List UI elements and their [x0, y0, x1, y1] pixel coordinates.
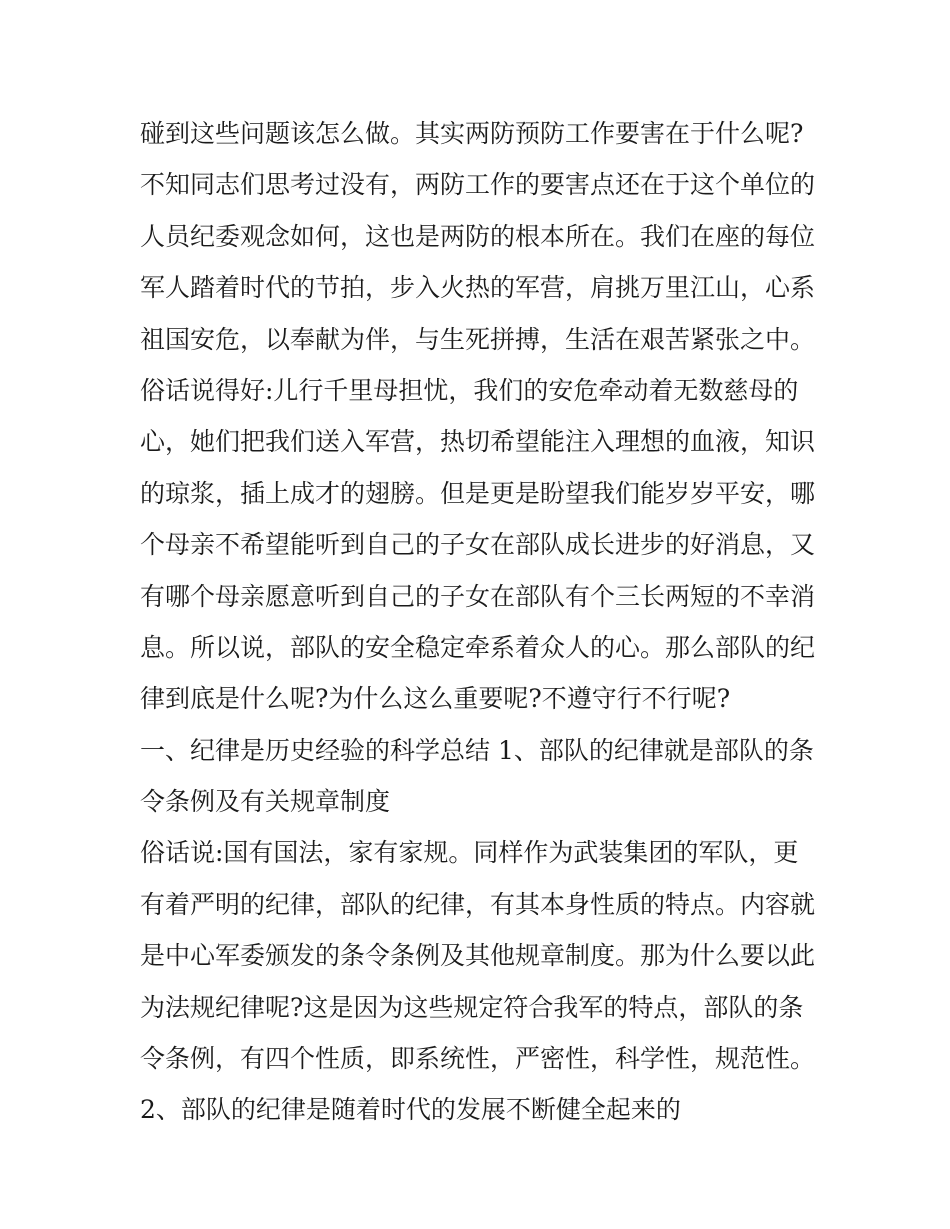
- text-line: 祖国安危，以奉献为伴，与生死拼搏，生活在艰苦紧张之中。: [140, 324, 816, 354]
- text-line: 的琼浆，插上成才的翅膀。但是更是盼望我们能岁岁平安，哪: [140, 478, 816, 508]
- text-line: 有哪个母亲愿意听到自己的子女在部队有个三长两短的不幸消: [140, 581, 816, 611]
- subsection-heading: 2、部队的纪律是随着时代的发展不断健全起来的: [140, 1095, 681, 1125]
- text-line: 为法规纪律呢?这是因为这些规定符合我军的特点，部队的条: [140, 992, 804, 1022]
- body-text: [140, 108, 820, 1134]
- text-line: 不知同志们思考过没有，两防工作的要害点还在于这个单位的: [140, 170, 816, 200]
- text-line: 个母亲不希望能听到自己的子女在部队成长进步的好消息，又: [140, 530, 816, 560]
- text-line: 心，她们把我们送入军营，热切希望能注入理想的血液，知识: [140, 427, 816, 457]
- text-line: 碰到这些问题该怎么做。其实两防预防工作要害在于什么呢?: [140, 119, 804, 148]
- section-heading: 一、纪律是历史经验的科学总结 1、部队的纪律就是部队的条: [140, 735, 814, 765]
- text-line: 军人踏着时代的节拍，步入火热的军营，肩挑万里江山，心系: [140, 273, 816, 303]
- text-line: 俗话说:国有国法，家有家规。同样作为武装集团的军队，更: [140, 838, 799, 868]
- section-heading-continued: 令条例及有关规章制度: [140, 787, 391, 817]
- text-line: 是中心军委颁发的条令条例及其他规章制度。那为什么要以此: [140, 941, 816, 971]
- text-line: 律到底是什么呢?为什么这么重要呢?不遵守行不行呢?: [140, 684, 731, 714]
- text-line: 息。所以说，部队的安全稳定牵系着众人的心。那么部队的纪: [140, 632, 816, 662]
- text-line: 俗话说得好:儿行千里母担忧，我们的安危牵动着无数慈母的: [140, 375, 799, 405]
- text-line: 有着严明的纪律，部队的纪律，有其本身性质的特点。内容就: [140, 889, 816, 919]
- text-line: 令条例，有四个性质，即系统性，严密性，科学性，规范性。: [140, 1044, 816, 1074]
- text-line: 人员纪委观念如何，这也是两防的根本所在。我们在座的每位: [140, 221, 816, 251]
